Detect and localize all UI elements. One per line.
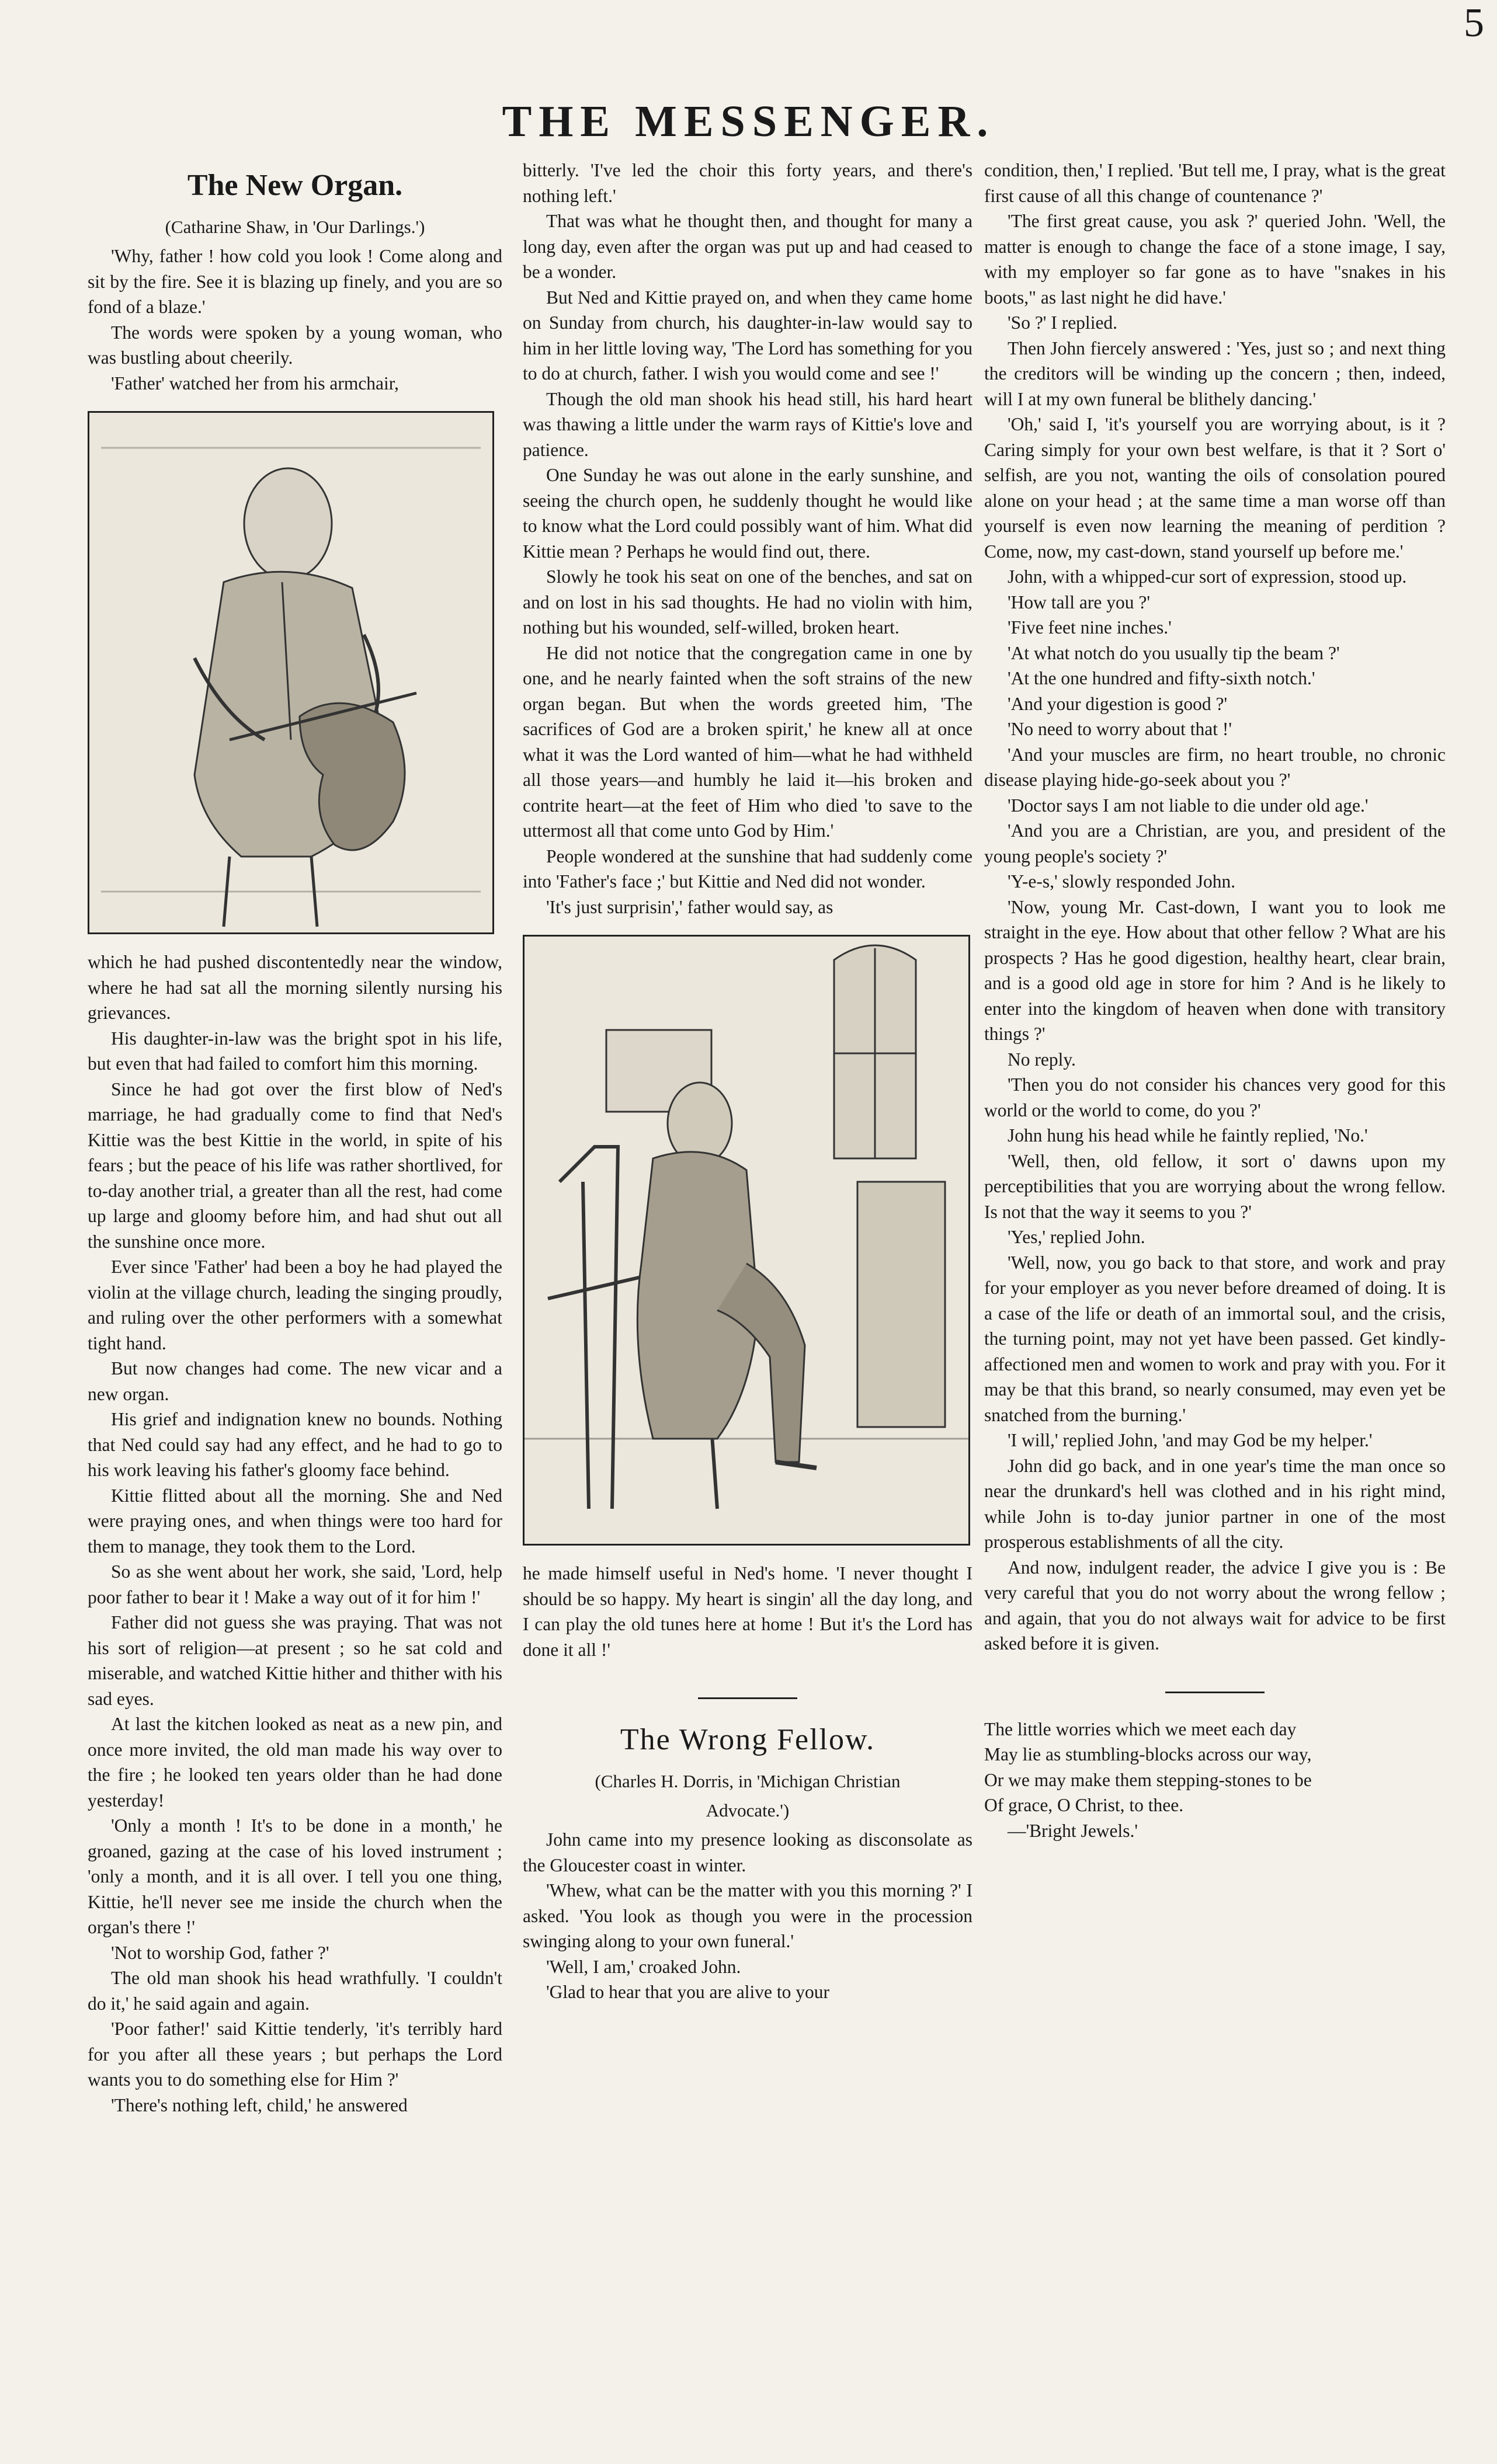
paragraph: 'Poor father!' said Kittie tenderly, 'it's terribly hard for you after all these years ; but perhaps the Lord wants you to do something else for Him ?' xyxy=(88,2018,502,2090)
paragraph: And now, indulgent reader, the advice I give you is : Be very careful that you do not worry about the wrong fellow ; and again, that you do not always wait for advice to be first asked before it is given. xyxy=(984,1557,1446,1654)
paragraph: condition, then,' I replied. 'But tell me, I pray, what is the great first cause of all this change of countenance ?' xyxy=(984,160,1446,206)
paragraph: But now changes had come. The new vicar and a new organ. xyxy=(88,1358,502,1404)
paragraph: John, with a whipped-cur sort of expression, stood up. xyxy=(1008,566,1407,587)
paragraph: 'Why, father ! how cold you look ! Come along and sit by the fire. See it is blazing up finely, and you are so fond of a blaze.' xyxy=(88,246,502,317)
paragraph: 'Only a month ! It's to be done in a month,' he groaned, gazing at the case of his loved instrument ; 'only a month, and it is all over. I tell you one thing, Kittie, he'll never see me inside the church when the organ's there !' xyxy=(88,1815,502,1937)
text-block-2a xyxy=(523,158,972,920)
old-man-chair-engraving-image xyxy=(525,937,968,1544)
paragraph: Then John fiercely answered : 'Yes, just so ; and next thing the creditors will be winding up the concern ; then, indeed, will I at my own funeral be blithely dancing.' xyxy=(984,337,1446,409)
text-block-2c xyxy=(523,1827,972,2005)
paragraph: His grief and indignation knew no bounds. Nothing that Ned could say had any effect, and he had to go to his work leaving his father's gloomy face behind. xyxy=(88,1409,502,1480)
paragraph: 'Then you do not consider his chances very good for this world or the world to come, do you ?' xyxy=(984,1074,1446,1120)
paragraph: That was what he thought then, and thought for many a long day, even after the organ was put up and had ceased to be a wonder. xyxy=(523,211,972,282)
paragraph: 'Well, now, you go back to that store, and work and pray for your employer as you never before dreamed of doing. It is a case of the life or death of an immortal soul, and the crisis, the turning point, may not yet have been passed. Get kindly-affectioned men and women to work and pray with you. For it may be that this brand, so nearly consumed, may even yet be snatched from the burning.' xyxy=(984,1252,1446,1425)
text-block-2b xyxy=(523,1561,972,1662)
paragraph: At last the kitchen looked as neat as a new pin, and once more invited, the old man made his way over to the fire ; he looked ten years older than he had done yesterday! xyxy=(88,1714,502,1811)
paragraph: he made himself useful in Ned's home. 'I never thought I should be so happy. My heart is singin' all the day long, and I can play the old tunes here at home ! But it's the Lord has done it all !' xyxy=(523,1563,972,1660)
paragraph: 'Not to worship God, father ?' xyxy=(111,1942,329,1963)
paragraph: 'Well, then, old fellow, it sort o' dawns upon my perceptibilities that you are worrying about the wrong fellow. Is not that the way it seems to you ?' xyxy=(984,1150,1446,1222)
paragraph: He did not notice that the congregation came in one by one, and he nearly fainted when the soft strains of the new organ began. But when the words greeted him, 'The sacrifices of God are a broken spirit,' he knew all at once what it was the Lord wanted of him—what he had withheld all those years—and humbly he laid it—his broken and contrite heart—at the feet of Him who died 'to save to the uttermost all that come unto God by Him.' xyxy=(523,642,972,841)
article-title-wrong-fellow: The Wrong Fellow. xyxy=(620,1723,876,1756)
paragraph: People wondered at the sunshine that had suddenly come into 'Father's face ;' but Kittie and Ned did not wonder. xyxy=(523,845,972,892)
paragraph: 'And your digestion is good ?' xyxy=(1008,693,1228,714)
paragraph: 'Five feet nine inches.' xyxy=(1008,617,1172,638)
column-1 xyxy=(88,158,502,2118)
violinist-engraving-image xyxy=(89,413,492,932)
paragraph: John did go back, and in one year's time the man once so near the drunkard's hell was clothed and in his right mind, while John is to-day junior partner in one of the most prosperous establishments of all the city. xyxy=(984,1455,1446,1552)
paragraph: Ever since 'Father' had been a boy he had played the violin at the village church, leading the singing proudly, and ruling over the other performers with a somewhat tight hand. xyxy=(88,1257,502,1353)
paragraph: No reply. xyxy=(1008,1049,1076,1070)
paragraph: John came into my presence looking as disconsolate as the Gloucester coast in winter. xyxy=(523,1829,972,1875)
paragraph: So as she went about her work, she said, 'Lord, help poor father to bear it ! Make a way out of it for him !' xyxy=(88,1561,502,1607)
article-title-new-organ: The New Organ. xyxy=(187,169,403,202)
page-number: 5 xyxy=(1464,1,1484,46)
section-divider xyxy=(1165,1692,1265,1693)
poem-source: —'Bright Jewels.' xyxy=(1008,1820,1138,1841)
text-block-3a xyxy=(984,158,1446,1656)
poem xyxy=(984,1717,1446,1844)
paragraph: which he had pushed discontentedly near the window, where he had sat all the morning silently nursing his grievances. xyxy=(88,952,502,1023)
paragraph: 'At what notch do you usually tip the beam ?' xyxy=(1008,642,1340,663)
article-byline-line-1: (Charles H. Dorris, in 'Michigan Christian xyxy=(595,1771,901,1791)
paragraph: 'There's nothing left, child,' he answered xyxy=(111,2094,408,2115)
illustration-violinist xyxy=(88,411,494,934)
paragraph: But Ned and Kittie prayed on, and when they came home on Sunday from church, his daughter-in-law would say to him in her little loving way, 'The Lord has something for you to do at church, father. I wish you would come and see !' xyxy=(523,287,972,384)
paragraph: 'At the one hundred and fifty-sixth notch.' xyxy=(1008,668,1315,688)
paragraph: bitterly. 'I've led the choir this forty years, and there's nothing left.' xyxy=(523,160,972,206)
article-byline-line-2: Advocate.') xyxy=(706,1800,790,1821)
paragraph: Since he had got over the first blow of Ned's marriage, he had gradually come to find that Ned's Kittie was the best Kittie in the world, in spite of his fears ; but the peace of his life was rather shortlived, for to-day another trial, a greater than all the rest, had come up large and gloomy before him, and had shut out all the sunshine once more. xyxy=(88,1078,502,1252)
paragraph: One Sunday he was out alone in the early sunshine, and seeing the church open, he suddenly thought he would like to know what the Lord could possibly want of him. What did Kittie mean ? Perhaps he would find out, there. xyxy=(523,465,972,562)
paragraph: 'And your muscles are firm, no heart trouble, no chronic disease playing hide-go-seek about you ?' xyxy=(984,744,1446,790)
paragraph: 'And you are a Christian, are you, and president of the young people's society ?' xyxy=(984,820,1446,866)
column-2 xyxy=(523,158,972,2005)
poem-line: Or we may make them stepping-stones to be xyxy=(984,1769,1312,1790)
paragraph: 'Glad to hear that you are alive to your xyxy=(546,1982,830,2002)
poem-line: The little worries which we meet each day xyxy=(984,1718,1297,1739)
paragraph: 'No need to worry about that !' xyxy=(1008,719,1232,739)
paragraph: 'How tall are you ?' xyxy=(1008,591,1151,612)
paragraph: 'It's just surprisin',' father would say, as xyxy=(546,896,833,917)
paragraph: 'The first great cause, you ask ?' queried John. 'Well, the matter is enough to change the face of a stone image, I say, with my employer so far gone as to have "snakes in his boots," as last night he did have.' xyxy=(984,211,1446,308)
section-divider xyxy=(698,1697,797,1699)
poem-line: May lie as stumbling-blocks across our way, xyxy=(984,1744,1312,1765)
paragraph: 'Oh,' said I, 'it's yourself you are worrying about, is it ? Caring simply for your own best welfare, is that it ? Sort o' selfish, are you not, wanting the oils of consolation poured alone on your head ; at the same time a man worse off than yourself is even now learning the meaning of perdition ? Come, now, my cast-down, stand yourself up before me.' xyxy=(984,414,1446,562)
paragraph: 'I will,' replied John, 'and may God be my helper.' xyxy=(1008,1430,1373,1450)
paragraph: 'Doctor says I am not liable to die under old age.' xyxy=(1008,795,1369,816)
paragraph: John hung his head while he faintly replied, 'No.' xyxy=(1008,1125,1368,1146)
paragraph: 'Y-e-s,' slowly responded John. xyxy=(1008,871,1236,892)
paragraph: Slowly he took his seat on one of the benches, and sat on and on lost in his sad thoughts. He had no violin with him, nothing but his wounded, self-willed, broken heart. xyxy=(523,566,972,638)
paragraph: 'So ?' I replied. xyxy=(1008,312,1118,333)
paragraph: 'Whew, what can be the matter with you this morning ?' I asked. 'You look as though you were in the procession swinging along to your own funeral.' xyxy=(523,1880,972,1951)
paragraph: Kittie flitted about all the morning. She and Ned were praying ones, and when things were too hard for them to manage, they took them to the Lord. xyxy=(88,1485,502,1557)
paragraph: 'Now, young Mr. Cast-down, I want you to look me straight in the eye. How about that other fellow ? What are his prospects ? Has he good digestion, healthy heart, clear brain, and is a good old age in store for him ? And is he likely to enter into the kingdom of heaven when done with transitory things ?' xyxy=(984,896,1446,1044)
paragraph: Though the old man shook his head still, his hard heart was thawing a little under the warm rays of Kittie's love and patience. xyxy=(523,388,972,460)
paragraph: 'Yes,' replied John. xyxy=(1008,1227,1145,1247)
text-block-1a xyxy=(88,243,502,396)
paragraph: Father did not guess she was praying. That was not his sort of religion—at present ; so he sat cold and miserable, and watched Kittie hither and thither with his sad eyes. xyxy=(88,1612,502,1709)
paragraph: The words were spoken by a young woman, who was bustling about cheerily. xyxy=(88,322,502,368)
paragraph: His daughter-in-law was the bright spot in his life, but even that had failed to comfort him this morning. xyxy=(88,1028,502,1074)
masthead: THE MESSENGER. xyxy=(502,97,995,146)
paragraph: 'Father' watched her from his armchair, xyxy=(111,373,399,394)
paragraph: 'Well, I am,' croaked John. xyxy=(546,1956,741,1977)
paragraph: The old man shook his head wrathfully. 'I couldn't do it,' he said again and again. xyxy=(88,1968,502,2014)
text-block-1b xyxy=(88,949,502,2118)
column-3 xyxy=(984,158,1446,1843)
illustration-old-man-seated xyxy=(523,935,970,1546)
article-byline: (Catharine Shaw, in 'Our Darlings.') xyxy=(165,217,425,237)
poem-line: Of grace, O Christ, to thee. xyxy=(984,1795,1184,1815)
